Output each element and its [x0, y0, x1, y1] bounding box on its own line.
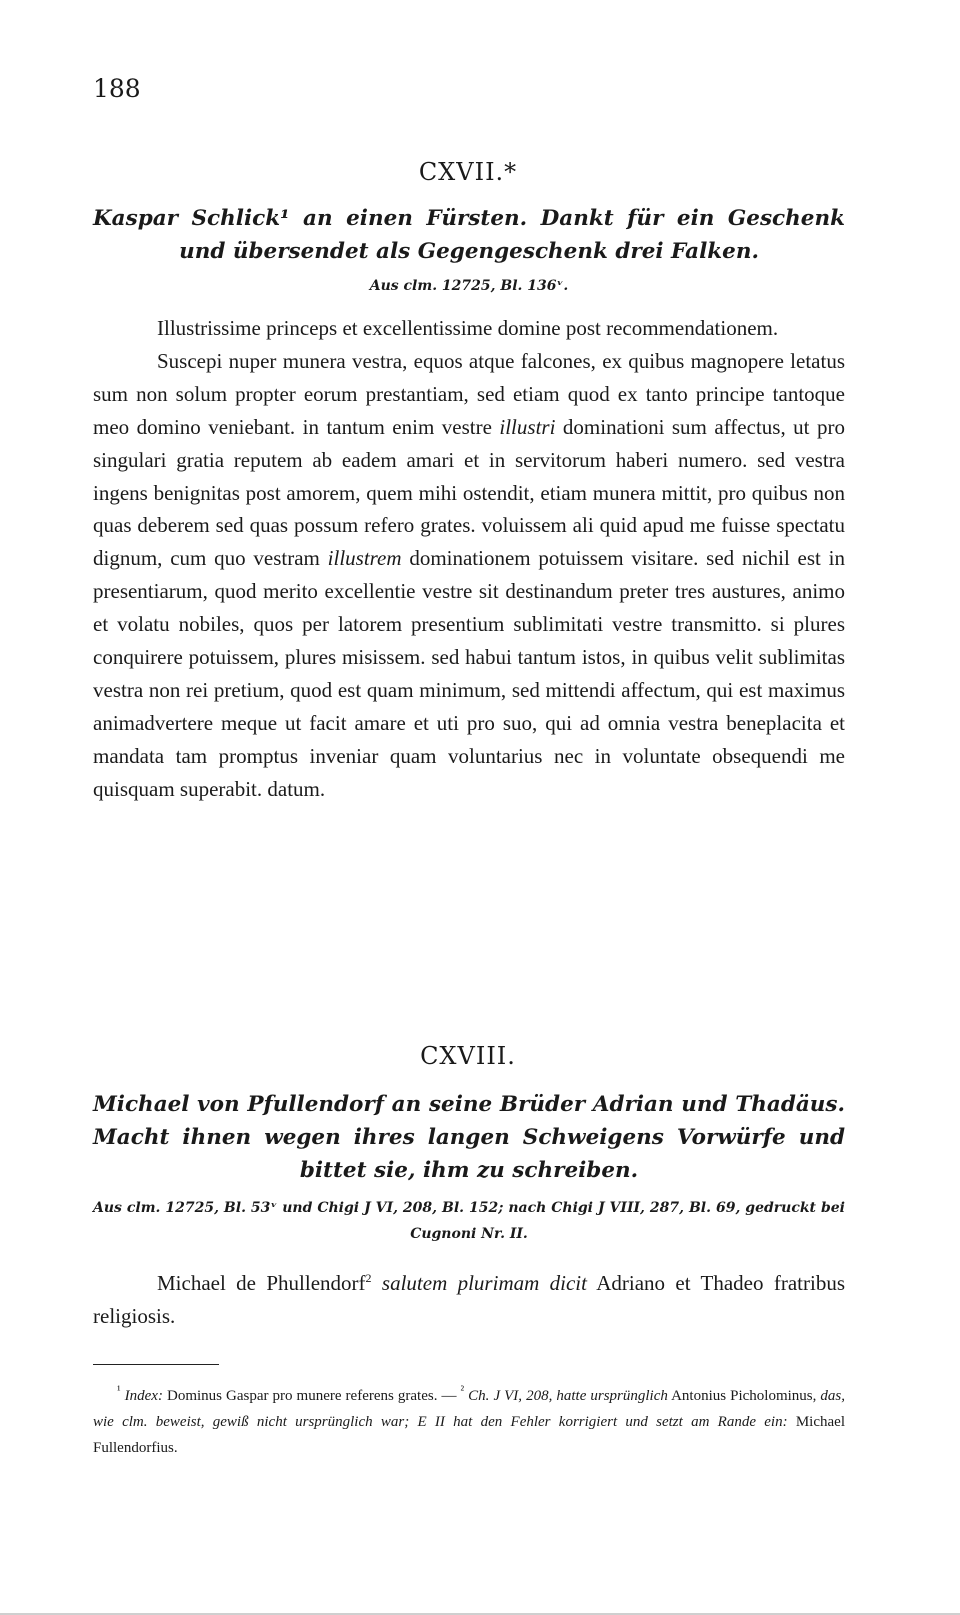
footnotes: [93, 1377, 845, 1461]
salutation-paragraph: Illustrissime princeps et excellentissime domine post recommendationem.: [157, 316, 779, 340]
letter-body-cxviii: [93, 1262, 845, 1333]
text-run: Michael Fullendorfius.: [93, 1414, 845, 1456]
letter-summary-cxvii: Kaspar Schlick¹ an einen Fürsten. Dankt für ein Geschenk und übersendet als Gegengeschenk drei Falken.: [93, 206, 845, 264]
italic-run: Index:: [124, 1388, 163, 1404]
footnote-mark: ¹: [117, 1383, 121, 1397]
footnote-mark: ²: [460, 1383, 465, 1397]
text-run: Michael de Phullendorf: [157, 1271, 366, 1295]
main-paragraph: [93, 345, 845, 806]
italic-run: das, wie clm. beweist, gewiß nicht ursprünglich war; E II hat den Fehler korrigiert und setzt am Rande ein:: [93, 1388, 846, 1430]
letter-summary-cxviii: Michael von Pfullendorf an seine Brüder Adrian und Thadäus. Macht ihnen wegen ihres langen Schweigens Vorwürfe und bittet sie, ihm zu schreiben.: [93, 1092, 845, 1183]
italic-run: illustri: [499, 414, 556, 439]
text-run: dominationi sum affectus, ut pro singulari gratia reputem ab eadem amari et in servitorum haberi numero. sed vestra ingens benignitas post amorem, quem mihi ostendit, etiam munera mittit, pro quibus non quas deberem sed quas possum refero grates. voluissem ali quid apud me fuisse spectatu dignum, cum quo vestram: [93, 414, 845, 571]
text-run: Antonius Picholominus,: [667, 1388, 817, 1404]
text-run: Suscepi nuper munera vestra, equos atque falcones, ex quibus magnopere letatus sum non solum propter eorum prestantiam, sed etiam quod ex tanto principe tantoque meo domino veniebant. in tantum enim vestre: [93, 348, 845, 439]
italic-run: Ch. J VI, 208,: [468, 1388, 553, 1404]
text-run: Adriano et Thadeo fratribus religiosis.: [93, 1271, 846, 1328]
letter-heading-cxviii: CXVIII.: [420, 1042, 516, 1070]
source-note-cxviii: Aus clm. 12725, Bl. 53ᵛ und Chigi J VI, 208, Bl. 152; nach Chigi J VIII, 287, Bl. 69, gedruckt bei Cugnoni Nr. II.: [93, 1200, 845, 1242]
text-run: Dominus Gaspar pro munere referens grates. —: [162, 1388, 461, 1404]
letter-heading-cxvii: CXVII.*: [418, 158, 518, 186]
letter-body-cxvii: [93, 312, 845, 806]
footnote-divider: [93, 1364, 219, 1365]
page-number: 188: [93, 74, 141, 103]
source-note-cxvii: Aus clm. 12725, Bl. 136ᵛ.: [369, 278, 569, 294]
italic-run: illustrem: [327, 546, 402, 571]
footnote-ref: 2: [365, 1271, 372, 1285]
text-run: dominationem potuissem visitare. sed nichil est in presentiarum, quod merito excellentie vestre sit destinandum preter tres austures, animo et volatu nobiles, quos per latorem presentium sublimitati vestre transmitto. si plures conquirere potuissem, plures misissem. sed habui tantum istos, in quibus velit sublimitas vestra non rei pretium, quod est quam minimum, sed mittendi affectum, qui est maximus animadvertere meque ut facit amare et uti pro suo, qui ad omnia vestra beneplacita et mandata tam promptus inveniar quam voluntarius nec in voluntate obsequendi me quisquam superabit. datum.: [93, 546, 845, 801]
opening-paragraph: [93, 1262, 845, 1333]
footnote-block: [93, 1377, 845, 1461]
italic-run: hatte ursprünglich: [552, 1388, 668, 1404]
italic-run: salutem plurimam dicit: [371, 1271, 587, 1295]
